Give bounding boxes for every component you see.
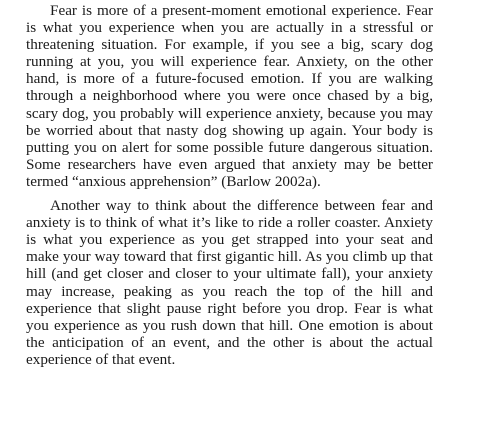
paragraph-roller-coaster: Another way to think about the difference between fear and anxiety is to think of what it’s like to ride a roller coaster. Anxiety is what you experience as you get strapped into your seat and make your way toward that first gigantic hill. As you climb up that hill (and get closer and closer to your ultimate fall), your anxiety may increase, peaking as you reach the top of the hill and experience that slight pause right before you drop. Fear is what you experience as you rush down that hill. One emotion is about the anticipation of an event, and the other is about the actual experience of that event. (26, 197, 433, 368)
paragraph-fear-vs-anxiety: Fear is more of a present-moment emotional experience. Fear is what you experience when you are actually in a stressful or threatening situation. For example, if you see a big, scary dog running at you, you will experience fear. Anxiety, on the other hand, is more of a future-focused emotion. If you are walking through a neighborhood where you were once chased by a big, scary dog, you probably will experience anxiety, because you may be worried about that nasty dog showing up again. Your body is putting you on alert for some possible future dangerous situation. Some researchers have even argued that anxiety may be better termed “anxious apprehension” (Barlow 2002a). (26, 2, 433, 190)
